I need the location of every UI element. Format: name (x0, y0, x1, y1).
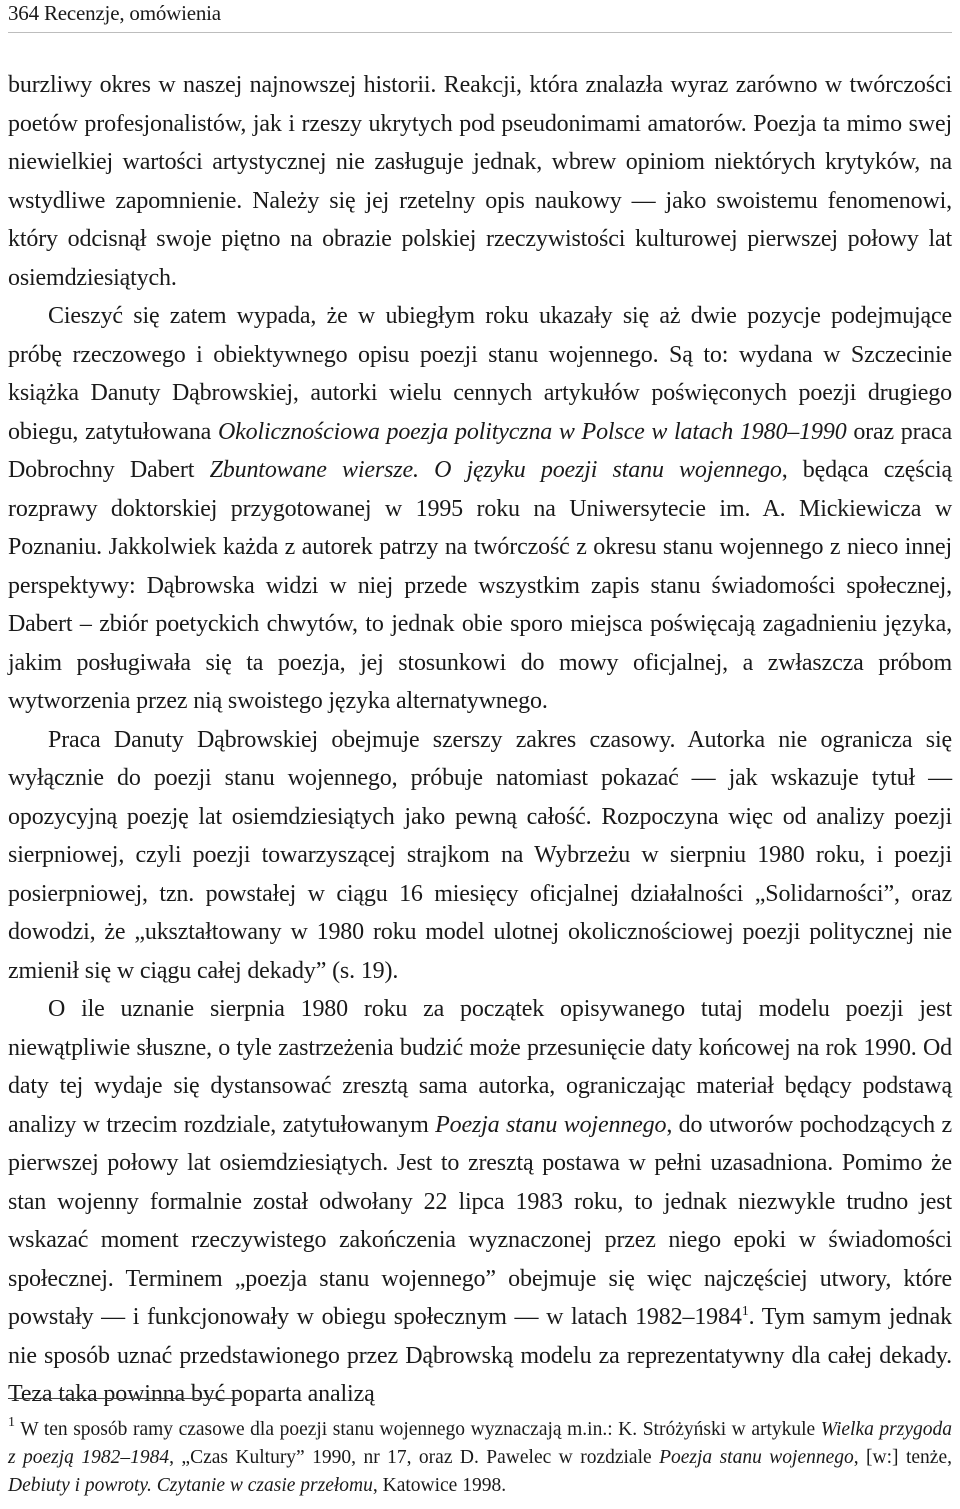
header-rule (8, 32, 952, 33)
running-header (8, 0, 952, 34)
italic-title: Poezja stanu wojennego (659, 1447, 854, 1468)
text-run: , [w:] tenże, (853, 1447, 952, 1468)
text-run: burzliwy okres w naszej najnowszej historii. Reakcji, która znalazła wyraz zarówno w twórczości poetów profesjonalistów, jak i rzeszy ukrytych pod pseudonimami amatorów. Poezja ta mimo swej niewielkiej wartości artystycznej nie zasługuje jednak, wbrew opiniom niektórych krytyków, na wstydliwe zapomnienie. Należy się jej rzetelny opis naukowy — jako swoistemu fenomenowi, który odcisnął swoje piętno na obrazie polskiej rzeczywistości kulturowej pierwszej połowy lat osiemdziesiątych. (8, 72, 952, 291)
paragraph (8, 721, 952, 991)
italic-title: Wielka przygoda z poezją 1982–1984 (8, 1419, 952, 1468)
paragraph (8, 297, 952, 721)
text-run: , do utworów pochodzących z pierwszej połowy lat osiemdziesiątych. Jest to zresztą postawa w pełni uzasadniona. Pomimo że stan wojenny formalnie został odwołany 22 lipca 1983 roku, to jednak niezwykle trudno jest wskazać moment rzeczywistego zakończenia wyznaczonej przez niego epoki w świadomości społecznej. Terminem „poezja stanu wojennego” obejmuje się więc najczęściej utwory, które powstały — i funkcjonowały w obiegu społecznym — w latach 1982–1984 (8, 1111, 953, 1330)
text-run: , Katowice 1998. (372, 1475, 507, 1496)
text-run: , będąca częścią rozprawy doktorskiej przygotowanej w 1995 roku na Uniwersytecie im. A. Mickiewicza w Poznaniu. Jakkolwiek każda z autorek patrzy na twórczość z okresu stanu wojennego z nieco innej perspektywy: Dąbrowska widzi w niej przede wszystkim zapis stanu świadomości społecznej, Dabert – zbiór poetyckich chwytów, to jednak obie sporo miejsca poświęcają zagadnieniu języka, jakim posługiwała się ta poezja, jej stosunkowi do mowy oficjalnej, a zwłaszcza próbom wytworzenia przez nią swoistego języka alternatywnego. (8, 457, 952, 714)
text-run: oraz praca Dobrochny Dabert (8, 418, 952, 483)
text-run: Praca Danuty Dąbrowskiej obejmuje szerszy zakres czasowy. Autorka nie ogranicza się wyłącznie do poezji stanu wojennego, próbuje natomiast pokazać — jak wskazuje tytuł — opozycyjną poezję lat osiemdziesiątych jako pewną całość. Rozpoczyna więc od analizy poezji sierpniowej, czyli poezji towarzyszącej strajkom na Wybrzeżu w sierpniu 1980 roku, i poezji posierpniowej, tzn. powstałej w ciągu 16 miesięcy oficjalnej działalności „Solidarności”, oraz dowodzi, że „ukształtowany w 1980 roku model ulotnej okolicznościowej poezji politycznej nie zmienił się w ciągu całej dekady” (s. 19). (8, 726, 952, 984)
paragraph (8, 990, 952, 1414)
italic-title: Poezja stanu wojennego (435, 1111, 667, 1138)
footnote-1 (8, 1416, 952, 1500)
page-number: 364 (8, 1, 39, 25)
italic-title: Zbuntowane wiersze. O języku poezji stanu wojennego (209, 457, 782, 483)
text-run: , „Czas Kultury” 1990, nr 17, oraz D. Pawelec w rozdziale (169, 1447, 660, 1468)
section-title: Recenzje, omówienia (43, 1, 221, 25)
italic-title: Okolicznościowa poezja polityczna w Polsce w latach 1980–1990 (217, 418, 847, 445)
text-run: Cieszyć się zatem wypada, że w ubiegłym roku ukazały się aż dwie pozycje podejmujące próbę rzeczowego i obiektywnego opisu poezji stanu wojennego. Są to: wydana w Szczecinie książka Danuty Dąbrowskiej, autorki wielu cennych artykułów poświęconych poezji drugiego obiegu, zatytułowana (8, 303, 952, 445)
footnote-rule (8, 1398, 238, 1399)
footnotes (8, 1416, 952, 1500)
text-run: . Tym samym jednak nie sposób uznać przedstawionego przez Dąbrowską modelu za reprezentatywny dla całej dekady. Teza taka powinna być poparta analizą (8, 1304, 953, 1407)
italic-title: Debiuty i powroty. Czytanie w czasie przełomu (8, 1475, 373, 1496)
footnote-ref: 1 (741, 1304, 749, 1319)
text-run: W ten sposób ramy czasowe dla poezji stanu wojennego wyznaczają m.in.: K. Stróżyński w artykule (15, 1419, 821, 1440)
footnote-ref: 1 (8, 1415, 15, 1430)
paragraph (8, 66, 952, 297)
article-body (8, 66, 952, 1414)
text-run: O ile uznanie sierpnia 1980 roku za początek opisywanego tutaj modelu poezji jest niewątpliwie słuszne, o tyle zastrzeżenia budzić może przesunięcie daty końcowej na rok 1990. Od daty tej wydaje się dystansować zresztą sama autorka, ograniczając materiał będący podstawą analizy w trzecim rozdziale, zatytułowanym (8, 996, 952, 1138)
